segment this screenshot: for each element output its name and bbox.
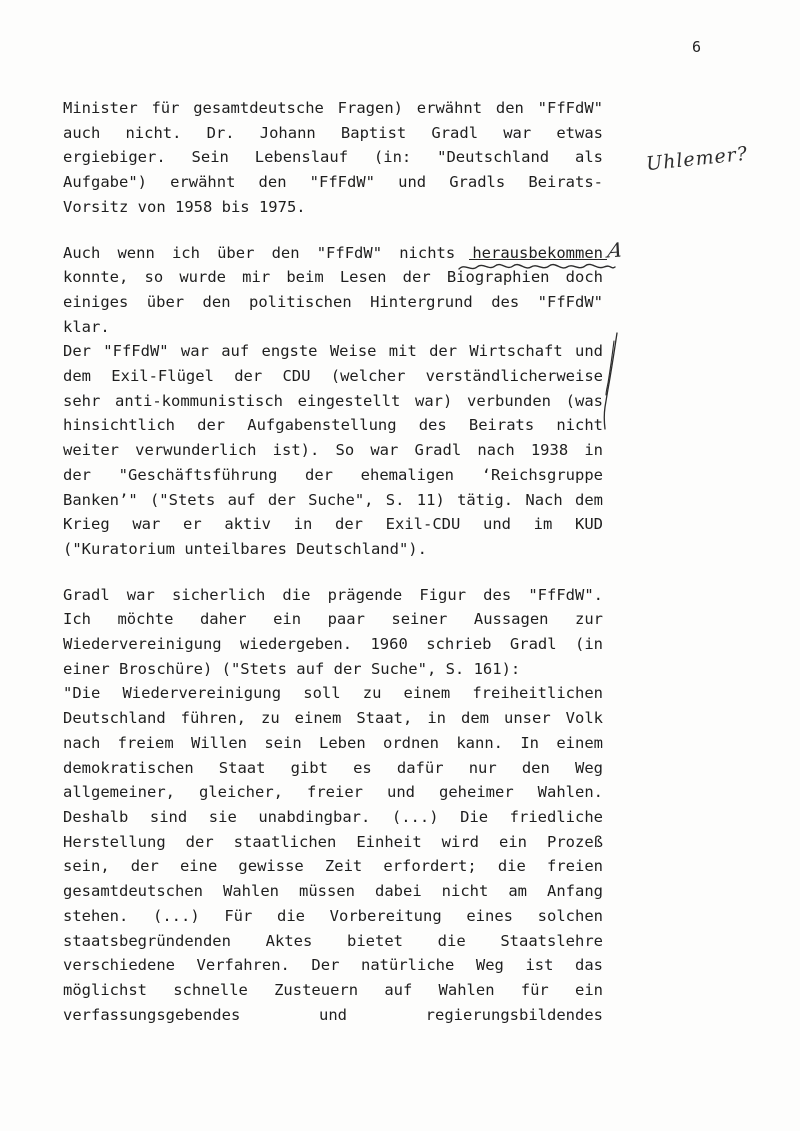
text-line: verschiedene Verfahren. Der natürliche Weg ist das xyxy=(63,956,603,975)
word-underline xyxy=(469,259,607,260)
text-line: Minister für gesamtdeutsche Fragen) erwähnt den "FfFdW" xyxy=(63,99,603,117)
text-line: hinsichtlich der Aufgabenstellung des Beirats nicht xyxy=(63,416,603,435)
text-line: verfassungsgebendes und regierungsbildendes xyxy=(63,1005,603,1024)
text-line: Deutschland führen, zu einem Staat, in dem unser Volk xyxy=(63,709,603,728)
paragraph xyxy=(63,681,603,1027)
text-line: ("Kuratorium unteilbares Deutschland"). xyxy=(63,539,427,558)
text-line: konnte, so wurde mir beim Lesen der Biographien doch xyxy=(63,268,603,287)
text-line: klar. xyxy=(63,317,110,336)
margin-vertical-line-annotation xyxy=(596,331,622,433)
text-line: Der "FfFdW" war auf engste Weise mit der Wirtschaft und xyxy=(63,342,603,361)
text-line: sein, der eine gewisse Zeit erfordert; die freien xyxy=(63,857,603,876)
text-line: nach freiem Willen sein Leben ordnen kann. In einem xyxy=(63,733,603,752)
paragraph xyxy=(63,241,603,340)
text-line: einer Broschüre) ("Stets auf der Suche", S. 161): xyxy=(63,659,521,678)
text-line: Aufgabe") erwähnt den "FfFdW" und Gradls Beirats- xyxy=(63,173,603,192)
text-line: möglichst schnelle Zusteuern auf Wahlen für ein xyxy=(63,980,603,999)
text-line: auch nicht. Dr. Johann Baptist Gradl war etwas xyxy=(63,123,603,142)
text-line: Vorsitz von 1958 bis 1975. xyxy=(63,197,306,216)
text-line: Ich möchte daher ein paar seiner Aussagen zur xyxy=(63,610,603,629)
paragraph xyxy=(63,96,603,220)
paragraph xyxy=(63,583,603,682)
text-line: sehr anti-kommunistisch eingestellt war) verbunden (was xyxy=(63,391,603,410)
text-line: weiter verwunderlich ist). So war Gradl nach 1938 in xyxy=(63,441,603,460)
text-line: gesamtdeutschen Wahlen müssen dabei nicht am Anfang xyxy=(63,882,603,901)
text-line: allgemeiner, gleicher, freier und geheimer Wahlen. xyxy=(63,783,603,802)
handwritten-margin-note: Uhlemer? xyxy=(645,142,749,176)
text-line: Deshalb sind sie unabdingbar. (...) Die friedliche xyxy=(63,807,603,826)
text-line: demokratischen Staat gibt es dafür nur den Weg xyxy=(63,758,603,777)
text-line: Wiedervereinigung wiedergeben. 1960 schrieb Gradl (in xyxy=(63,635,603,654)
text-block xyxy=(63,96,603,1027)
wavy-underline-annotation xyxy=(457,261,617,275)
text-line: Gradl war sicherlich die prägende Figur des "FfFdW". xyxy=(63,585,603,604)
text-line: stehen. (...) Für die Vorbereitung eines solchen xyxy=(63,906,603,925)
text-line: Krieg war er aktiv in der Exil-CDU und im KUD xyxy=(63,515,603,534)
text-line: staatsbegründenden Aktes bietet die Staatslehre xyxy=(63,931,603,950)
text-line: "Die Wiedervereinigung soll zu einem freiheitlichen xyxy=(63,684,603,703)
text-line: dem Exil-Flügel der CDU (welcher verständlicherweise xyxy=(63,367,603,386)
text-line: Banken’" ("Stets auf der Suche", S. 11) tätig. Nach dem xyxy=(63,490,603,509)
text-line: Herstellung der staatlichen Einheit wird ein Prozeß xyxy=(63,832,603,851)
text-line: einiges über den politischen Hintergrund des "FfFdW" xyxy=(63,292,603,311)
margin-mark-a: A xyxy=(606,237,625,263)
text-line: ergiebiger. Sein Lebenslauf (in: "Deutschland als xyxy=(63,148,603,167)
text-line: der "Geschäftsführung der ehemaligen ‘Reichsgruppe xyxy=(63,465,603,484)
page-number: 6 xyxy=(692,38,703,56)
paragraph xyxy=(63,339,603,561)
text-line: Auch wenn ich über den "FfFdW" nichts herausbekommen xyxy=(63,243,603,262)
